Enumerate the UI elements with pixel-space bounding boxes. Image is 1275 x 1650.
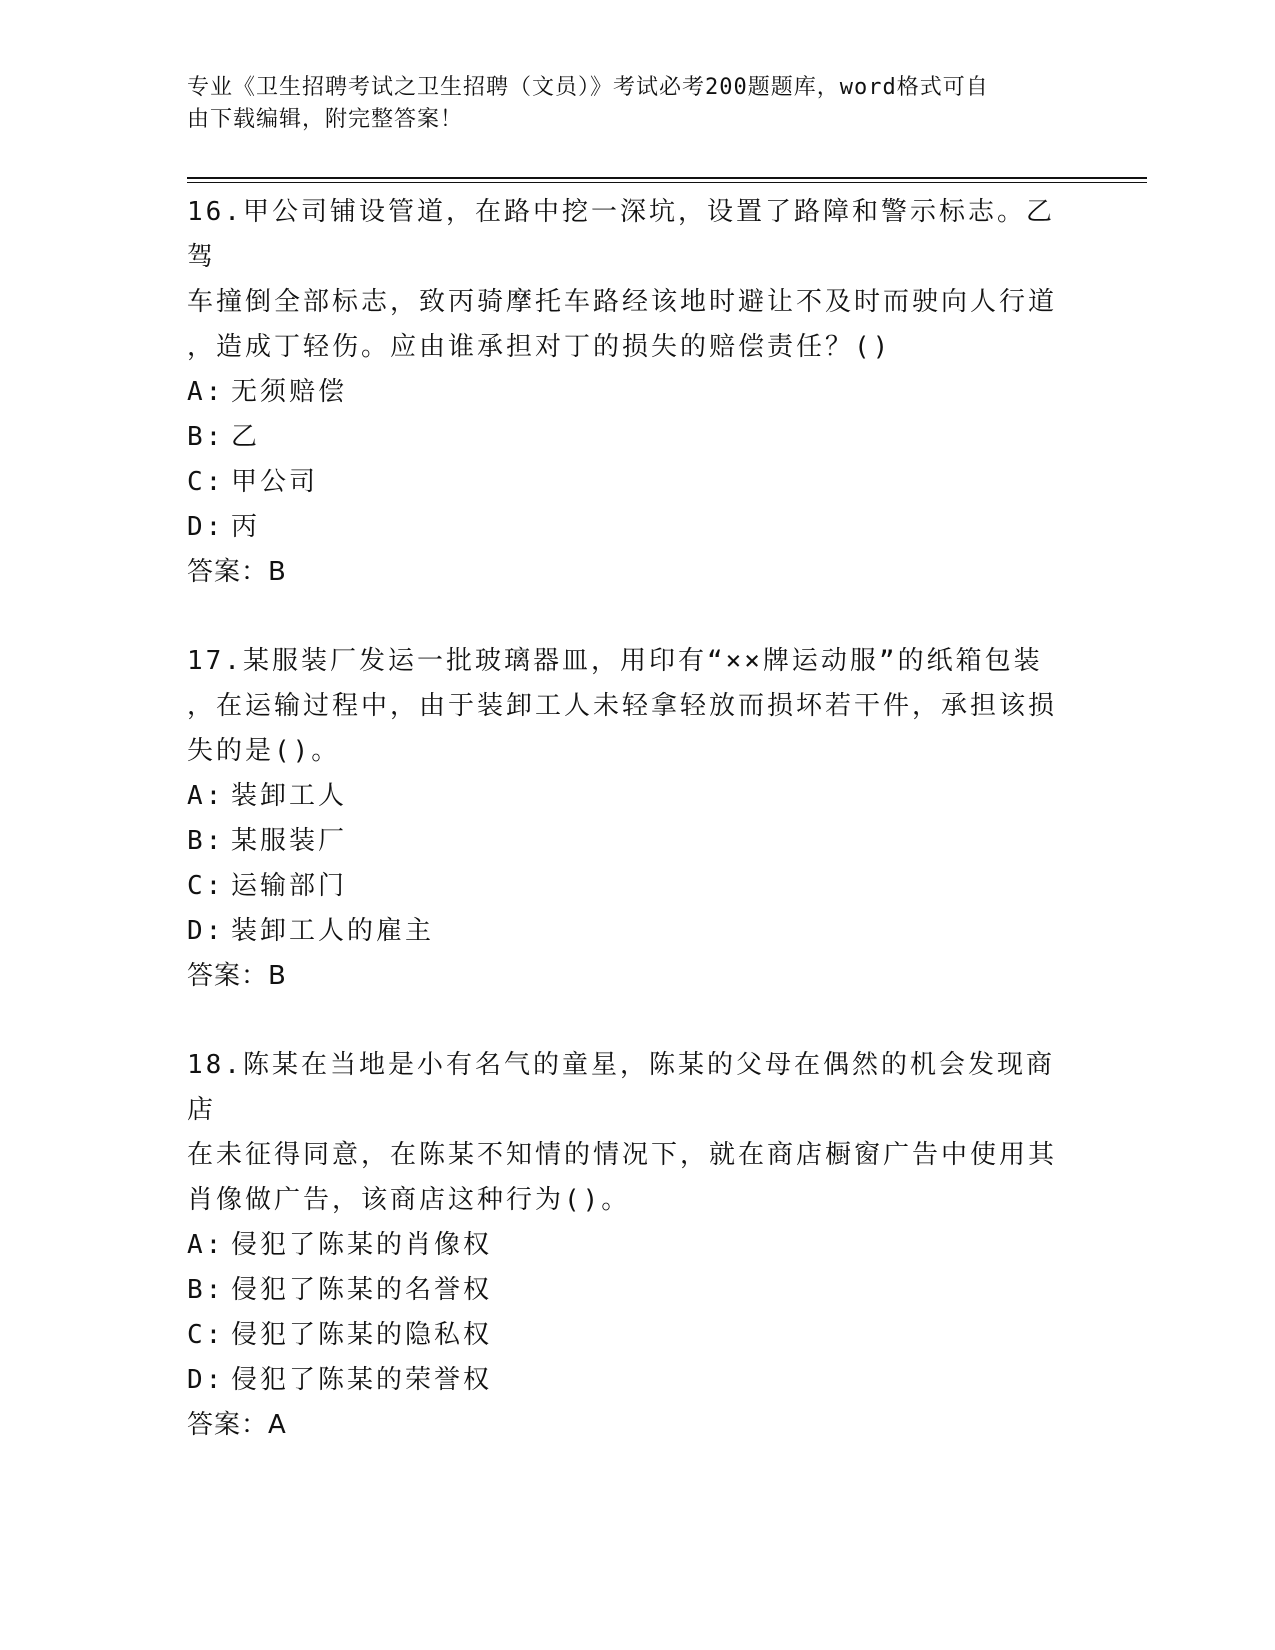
- question-18: [187, 1043, 1067, 1448]
- question-stem-line: 18.陈某在当地是小有名气的童星，陈某的父母在偶然的机会发现商店: [187, 1050, 1055, 1125]
- header-divider-thin: [187, 182, 1147, 183]
- option-c: [187, 1313, 1067, 1358]
- document-intro: [187, 72, 1067, 136]
- intro-line: 由下载编辑，附完整答案！: [187, 107, 464, 132]
- answer-line: 答案：B: [187, 557, 287, 587]
- option-letter: D:: [187, 1365, 225, 1395]
- question-list: [187, 190, 1067, 1492]
- question-stem-line: 在未征得同意，在陈某不知情的情况下，就在商店橱窗广告中使用其: [187, 1140, 1058, 1170]
- option-a: [187, 370, 1067, 415]
- question-stem-line: 16.甲公司铺设管道，在路中挖一深坑，设置了路障和警示标志。乙驾: [187, 197, 1055, 272]
- option-letter: B:: [187, 1275, 225, 1305]
- option-letter: C:: [187, 871, 225, 901]
- intro-line: 专业《卫生招聘考试之卫生招聘（文员）》考试必考200题题库，word格式可自: [187, 75, 989, 100]
- question-stem-line: ，在运输过程中，由于装卸工人未轻拿轻放而损坏若干件，承担该损: [187, 691, 1058, 721]
- option-text: 侵犯了陈某的肖像权: [231, 1230, 493, 1260]
- option-text: 装卸工人: [231, 781, 348, 811]
- question-17: [187, 639, 1067, 999]
- option-d: [187, 909, 1067, 954]
- option-b: [187, 415, 1067, 460]
- option-text: 侵犯了陈某的荣誉权: [231, 1365, 493, 1395]
- option-letter: A:: [187, 781, 225, 811]
- option-text: 甲公司: [231, 467, 319, 497]
- question-stem-line: 肖像做广告，该商店这种行为()。: [187, 1185, 631, 1215]
- option-c: [187, 864, 1067, 909]
- option-letter: C:: [187, 467, 225, 497]
- option-text: 乙: [231, 422, 261, 452]
- option-d: [187, 505, 1067, 550]
- option-letter: D:: [187, 512, 225, 542]
- option-letter: A:: [187, 377, 225, 407]
- option-a: [187, 1223, 1067, 1268]
- header-divider-thick: [187, 177, 1147, 179]
- option-text: 运输部门: [231, 871, 348, 901]
- option-c: [187, 460, 1067, 505]
- question-stem-line: 失的是()。: [187, 736, 341, 766]
- answer-line: 答案：B: [187, 961, 287, 991]
- option-letter: A:: [187, 1230, 225, 1260]
- option-letter: C:: [187, 1320, 225, 1350]
- option-text: 侵犯了陈某的隐私权: [231, 1320, 493, 1350]
- option-b: [187, 1268, 1067, 1313]
- option-b: [187, 819, 1067, 864]
- option-letter: B:: [187, 422, 225, 452]
- option-text: 侵犯了陈某的名誉权: [231, 1275, 493, 1305]
- option-text: 丙: [231, 512, 261, 542]
- option-text: 某服装厂: [231, 826, 348, 856]
- option-d: [187, 1358, 1067, 1403]
- option-text: 装卸工人的雇主: [231, 916, 435, 946]
- question-16: [187, 190, 1067, 595]
- option-text: 无须赔偿: [231, 377, 348, 407]
- question-stem-line: 车撞倒全部标志，致丙骑摩托车路经该地时避让不及时而驶向人行道: [187, 287, 1058, 317]
- answer-line: 答案：A: [187, 1410, 287, 1440]
- option-letter: B:: [187, 826, 225, 856]
- option-a: [187, 774, 1067, 819]
- option-letter: D:: [187, 916, 225, 946]
- question-stem-line: ，造成丁轻伤。应由谁承担对丁的损失的赔偿责任？(): [187, 332, 892, 362]
- question-stem-line: 17.某服装厂发运一批玻璃器皿，用印有“××牌运动服”的纸箱包装: [187, 646, 1043, 676]
